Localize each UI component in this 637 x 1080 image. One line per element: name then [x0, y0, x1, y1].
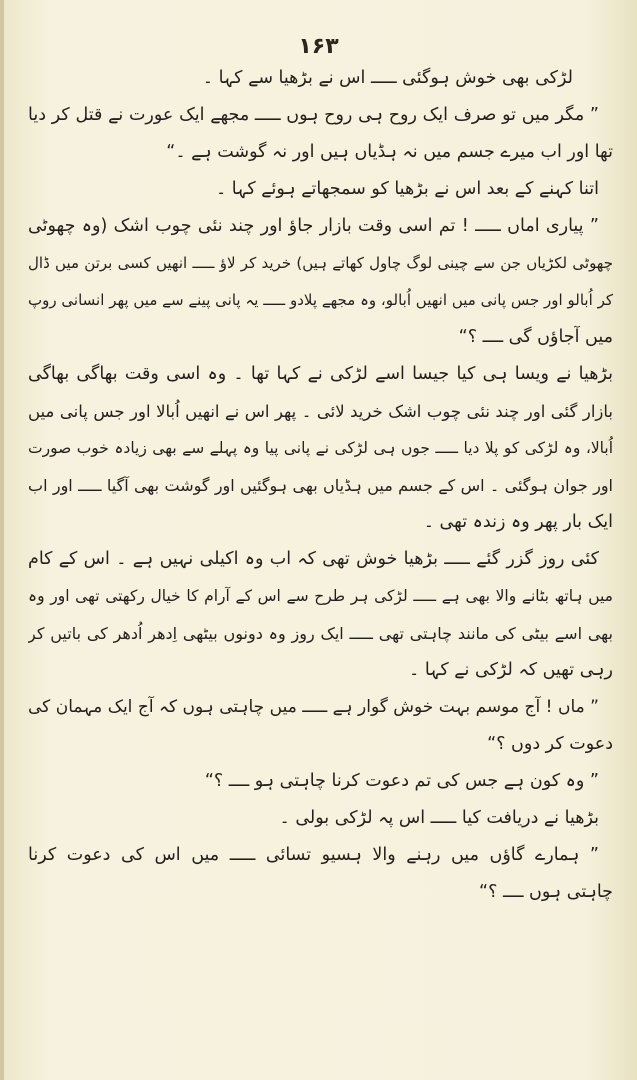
text-line: رہی تھیں کہ لڑکی نے کہا ۔: [409, 660, 613, 680]
text-line: ” پیاری اماں ـــــ ! تم اسی وقت بازار جاؤ اور چند نئی چوب اشک (وہ چھوٹی: [28, 216, 599, 236]
text-line: تھا اور اب میرے جسم میں نہ ہڈیاں ہیں اور نہ گوشت ہے ۔“: [166, 142, 613, 162]
text-line: اور جوان ہوگئی ۔ اس کے جسم میں ہڈیاں بھی ہوگئیں اور گوشت بھی آگیا ـــــ اور اب: [28, 476, 613, 495]
text-line: بھی اسے بیٹی کی مانند چاہتی تھی ـــــ ایک روز وہ دونوں بیٹھی اِدھر اُدھر کی باتیں کر: [28, 624, 613, 643]
page-number: ۱۶۳: [298, 34, 339, 59]
text-line: میں ہاتھ بٹانے والا بھی ہے ـــــ لڑکی ہر طرح سے اس کے آرام کا خیال رکھتی تھی اور وہ: [28, 587, 613, 605]
text-line: اتنا کہنے کے بعد اس نے بڑھیا کو سمجھاتے ہوئے کہا ۔: [215, 179, 599, 199]
text-line: ” ہمارے گاؤں میں رہنے والا ہسیو تسائی ـــــ میں اس کی دعوت کرنا: [28, 845, 599, 865]
text-line: ” وہ کون ہے جس کی تم دعوت کرنا چاہتی ہو ــــ ؟“: [204, 771, 599, 791]
text-line: دعوت کر دوں ؟“: [487, 734, 613, 754]
text-line: کئی روز گزر گئے ـــــ بڑھیا خوش تھی کہ اب وہ اکیلی نہیں ہے ۔ اس کے کام: [28, 549, 599, 569]
text-line: بڑھیا نے ویسا ہی کیا جیسا اسے لڑکی نے کہا تھا ۔ وہ اسی وقت بھاگی بھاگی: [28, 364, 613, 384]
text-line: چھوٹی لکڑیاں جن سے چینی لوگ چاول کھاتے ہیں) خرید کر لاؤ ـــــ انھیں کسی برتن میں ڈال: [28, 254, 613, 272]
body-text: [28, 60, 613, 911]
text-line: ” مگر میں تو صرف ایک روح ہی روح ہوں ـــــ مجھے ایک عورت نے قتل کر دیا: [28, 105, 599, 125]
text-line: لڑکی بھی خوش ہوگئی ـــــ اس نے بڑھیا سے کہا ۔: [202, 68, 573, 88]
text-line: اُبالا، وہ لڑکی کو پلا دیا ـــــ جوں ہی لڑکی نے پانی پیا وہ پہلے سے بھی زیادہ خوب صورت: [28, 439, 613, 457]
text-line: چاہتی ہوں ــــ ؟“: [479, 882, 613, 902]
scan-edge: [0, 0, 4, 1080]
text-line: بڑھیا نے دریافت کیا ـــــ اس پہ لڑکی بولی ۔: [279, 808, 599, 828]
text-line: ایک بار پھر وہ زندہ تھی ۔: [423, 512, 613, 532]
text-line: بازار گئی اور چند نئی چوب اشک خرید لائی ۔ پھر اس نے انھیں اُبالا اور جس پانی میں: [28, 402, 613, 421]
text-line: کر اُبالو اور جس پانی میں انھیں اُبالو، وہ مجھے پلادو ـــــ یہ پانی پینے سے میں پھر انسانی روپ: [28, 291, 613, 309]
text-line: میں آجاؤں گی ــــ ؟“: [458, 327, 613, 347]
text-line: ” ماں ! آج موسم بہت خوش گوار ہے ـــــ میں چاہتی ہوں کہ آج ایک مہمان کی: [28, 697, 599, 717]
